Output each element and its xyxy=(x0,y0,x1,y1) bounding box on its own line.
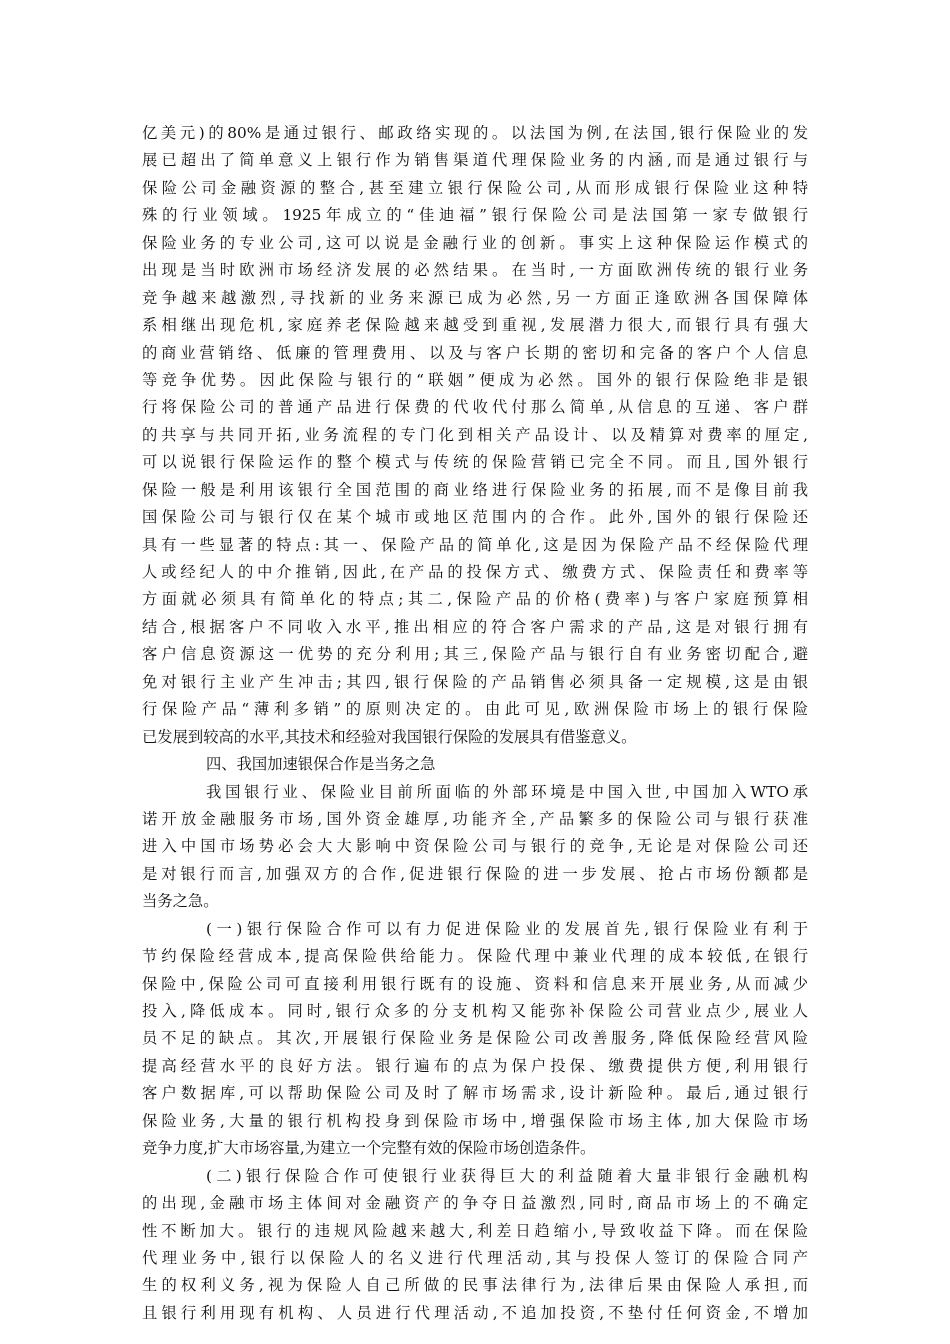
text-line: 国保险公司与银行仅在某个城市或地区范围内的合作。此外,国外的银行保险还 xyxy=(142,508,808,527)
text-line: 出现是当时欧洲市场经济发展的必然结果。在当时,一方面欧洲传统的银行业务 xyxy=(142,261,808,280)
text-line: 殊的行业领域。1925年成立的“佳迪福”银行保险公司是法国第一家专做银行 xyxy=(142,206,808,225)
text-line: 结合,根据客户不同收入水平,推出相应的符合客户需求的产品,这是对银行拥有 xyxy=(142,617,808,636)
text-line: 亿美元)的80%是通过银行、邮政络实现的。以法国为例,在法国,银行保险业的发 xyxy=(142,124,808,142)
text-line: 保险公司金融资源的整合,甚至建立银行保险公司,从而形成银行保险业这种特 xyxy=(142,178,808,197)
text-line: 免对银行主业产生冲击;其四,银行保险的产品销售必须具备一定规模,这是由银 xyxy=(142,672,808,691)
text-line: 保险一般是利用该银行全国范围的商业络进行保险业务的拓展,而不是像目前我 xyxy=(142,480,808,499)
text-line: 竞争力度,扩大市场容量,为建立一个完整有效的保险市场创造条件。 xyxy=(142,1139,596,1158)
text-line: 的商业营销络、低廉的管理费用、以及与客户长期的密切和完备的客户个人信息 xyxy=(142,343,808,362)
text-line: 进入中国市场势必会大大影响中资保险公司与银行的竞争,无论是对保险公司还 xyxy=(142,837,808,856)
text-line: 节约保险经营成本,提高保险供给能力。保险代理中兼业代理的成本较低,在银行 xyxy=(142,947,808,966)
document-body xyxy=(142,120,808,1327)
text-line: 方面就必须具有简单化的特点;其二,保险产品的价格(费率)与客户家庭预算相 xyxy=(142,590,808,609)
text-line: 保险业务的专业公司,这可以说是金融行业的创新。事实上这种保险运作模式的 xyxy=(142,233,808,252)
text-line: 提高经营水平的良好方法。银行遍布的点为保户投保、缴费提供方便,利用银行 xyxy=(142,1056,808,1075)
text-line: 系相继出现危机,家庭养老保险越来越受到重视,发展潜力很大,而银行具有强大 xyxy=(142,316,808,335)
text-line: 行将保险公司的普通产品进行保费的代收代付那么简单,从信息的互递、客户群 xyxy=(142,398,808,417)
text-line: 保险中,保险公司可直接利用银行既有的设施、资料和信息来开展业务,从而减少 xyxy=(142,974,808,993)
text-line: 生的权利义务,视为保险人自己所做的民事法律行为,法律后果由保险人承担,而 xyxy=(142,1276,808,1295)
section-heading: 四、我国加速银保合作是当务之急 xyxy=(206,755,436,774)
text-line: 已发展到较高的水平,其技术和经验对我国银行保险的发展具有借鉴意义。 xyxy=(142,727,637,746)
text-line: 人或经纪人的中介推销,因此,在产品的投保方式、缴费方式、保险责任和费率等 xyxy=(142,563,808,581)
text-line: 的共享与共同开拓,业务流程的专门化到相关产品设计、以及精算对费率的厘定, xyxy=(142,425,808,444)
text-line: 可以说银行保险运作的整个模式与传统的保险营销已完全不同。而且,国外银行 xyxy=(142,453,808,472)
text-line: 且银行利用现有机构、人员进行代理活动,不追加投资,不垫付任何资金,不增加 xyxy=(142,1303,808,1322)
text-line: (二)银行保险合作可使银行业获得巨大的利益随着大量非银行金融机构 xyxy=(206,1166,808,1185)
text-line: 行保险产品“薄利多销”的原则决定的。由此可见,欧洲保险市场上的银行保险 xyxy=(142,700,808,719)
text-line: (一)银行保险合作可以有力促进保险业的发展首先,银行保险业有利于 xyxy=(206,919,808,938)
text-line: 客户信息资源这一优势的充分利用;其三,保险产品与银行自有业务密切配合,避 xyxy=(142,645,808,664)
text-line: 投入,降低成本。同时,银行众多的分支机构又能弥补保险公司营业点少,展业人 xyxy=(142,1002,808,1020)
text-line: 竞争越来越激烈,寻找新的业务来源已成为必然,另一方面正逢欧洲各国保障体 xyxy=(142,288,808,307)
text-line: 展已超出了简单意义上银行作为销售渠道代理保险业务的内涵,而是通过银行与 xyxy=(142,151,808,170)
text-line: 是对银行而言,加强双方的合作,促进银行保险的进一步发展、抢占市场份额都是 xyxy=(142,864,808,883)
text-line: 性不断加大。银行的违规风险越来越大,利差日趋缩小,导致收益下降。而在保险 xyxy=(142,1221,808,1240)
text-line: 员不足的缺点。其次,开展银行保险业务是保险公司改善服务,降低保险经营风险 xyxy=(142,1029,808,1048)
text-line: 代理业务中,银行以保险人的名义进行代理活动,其与投保人签订的保险合同产 xyxy=(142,1248,808,1267)
text-line: 保险业务,大量的银行机构投身到保险市场中,增强保险市场主体,加大保险市场 xyxy=(142,1111,808,1130)
text-line: 客户数据库,可以帮助保险公司及时了解市场需求,设计新险种。最后,通过银行 xyxy=(142,1084,808,1103)
text-line: 具有一些显著的特点:其一、保险产品的简单化,这是因为保险产品不经保险代理 xyxy=(142,535,808,554)
text-line: 等竞争优势。因此保险与银行的“联姻”便成为必然。国外的银行保险绝非是银 xyxy=(142,370,808,389)
text-line: 诺开放金融服务市场,国外资金雄厚,功能齐全,产品繁多的保险公司与银行获准 xyxy=(142,809,808,828)
text-line: 当务之急。 xyxy=(142,892,219,911)
text-line: 的出现,金融市场主体间对金融资产的争夺日益激烈,同时,商品市场上的不确定 xyxy=(142,1194,808,1213)
text-line: 我国银行业、保险业目前所面临的外部环境是中国入世,中国加入WTO承 xyxy=(206,782,808,801)
